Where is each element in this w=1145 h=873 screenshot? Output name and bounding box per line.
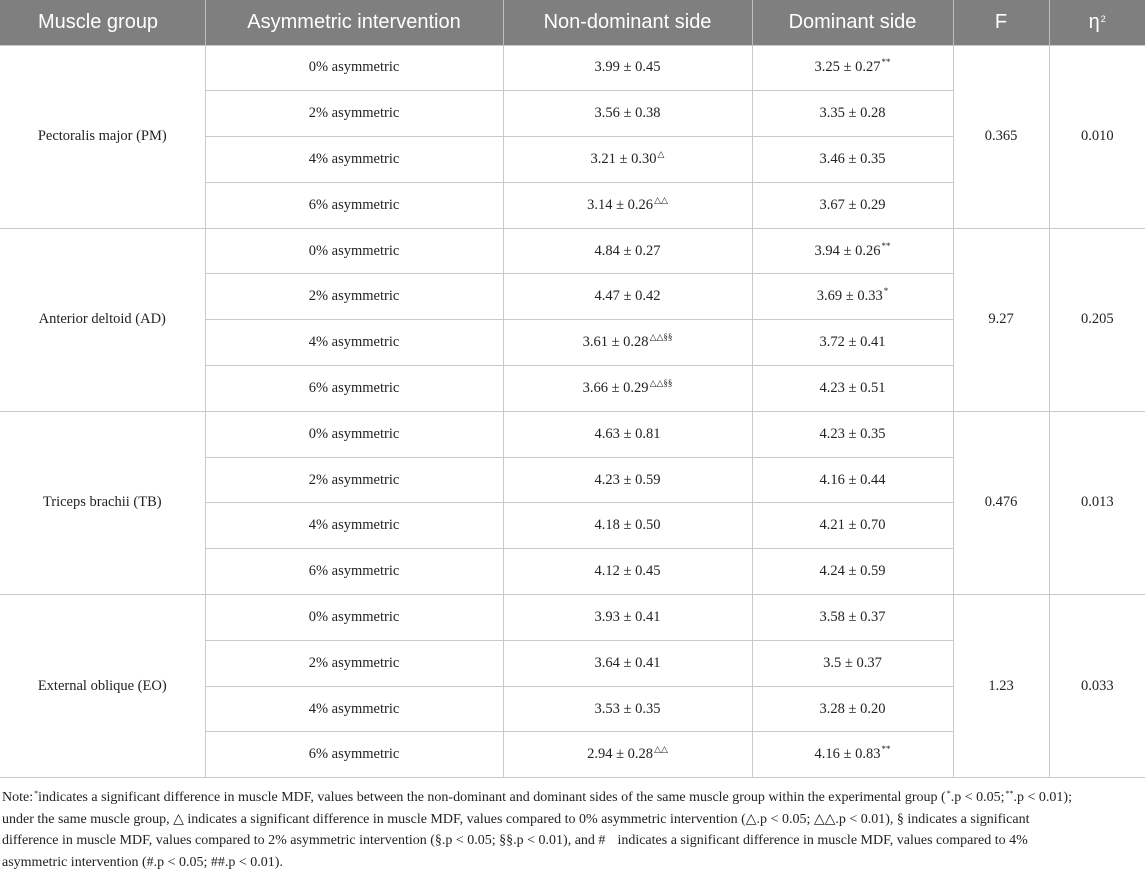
non-dominant-significance: △△ [654,744,668,755]
header-eta-squared [1049,0,1145,45]
non-dominant-cell [503,137,752,183]
non-dominant-value: 4.23 ± 0.59 [594,471,661,488]
muscle-group-cell: Triceps brachii (TB) [0,411,205,594]
eta-symbol: η [1088,10,1100,33]
non-dominant-cell [503,45,752,91]
eta-squared-cell: 0.013 [1049,411,1145,594]
non-dominant-cell [503,228,752,274]
intervention-cell: 6% asymmetric [205,549,503,595]
dominant-value: 3.46 ± 0.35 [819,150,886,167]
dominant-cell [752,182,953,228]
intervention-cell: 4% asymmetric [205,686,503,732]
note-p2-text: .p < 0.01); [1013,790,1072,806]
non-dominant-value: 3.61 ± 0.28 [582,334,649,351]
note-line3: difference in muscle MDF, values compared to 2% asymmetric intervention (§.p < 0.05; §§.p < 0.01), and # [2,833,606,849]
intervention-cell: 2% asymmetric [205,91,503,137]
intervention-cell: 2% asymmetric [205,640,503,686]
dominant-cell [752,503,953,549]
note-line4: asymmetric intervention (#.p < 0.05; ##.p < 0.01). [2,854,283,870]
non-dominant-value: 3.99 ± 0.45 [594,59,661,76]
dominant-value: 4.23 ± 0.51 [819,379,886,396]
non-dominant-value: 4.63 ± 0.81 [594,425,661,442]
note-star: * [34,789,39,799]
non-dominant-significance: △△ [654,194,668,205]
non-dominant-cell [503,503,752,549]
dominant-significance: ** [881,240,891,251]
dominant-cell [752,549,953,595]
non-dominant-cell [503,182,752,228]
non-dominant-value: 3.66 ± 0.29 [582,379,649,396]
note-p1-star: * [946,789,951,799]
header-non-dominant-side: Non-dominant side [503,0,752,45]
non-dominant-cell [503,732,752,778]
eta-squared-cell: 0.205 [1049,228,1145,411]
muscle-group-cell: Pectoralis major (PM) [0,45,205,228]
dominant-value: 3.28 ± 0.20 [819,700,886,717]
intervention-cell: 4% asymmetric [205,503,503,549]
intervention-cell: 0% asymmetric [205,45,503,91]
intervention-cell: 0% asymmetric [205,595,503,641]
intervention-cell: 6% asymmetric [205,182,503,228]
dominant-value: 3.58 ± 0.37 [819,608,886,625]
f-value-cell: 0.365 [953,45,1049,228]
eta-squared-cell: 0.033 [1049,595,1145,778]
non-dominant-value: 4.84 ± 0.27 [594,242,661,259]
dominant-value: 3.67 ± 0.29 [819,196,886,213]
dominant-value: 3.72 ± 0.41 [819,334,886,351]
non-dominant-significance: △△§§ [649,377,673,388]
dominant-cell [752,732,953,778]
non-dominant-significance: △ [657,148,665,159]
note-prefix: Note: [2,790,34,806]
non-dominant-cell [503,411,752,457]
muscle-group-cell: Anterior deltoid (AD) [0,228,205,411]
dominant-cell [752,411,953,457]
intervention-cell: 2% asymmetric [205,274,503,320]
f-value-cell: 9.27 [953,228,1049,411]
note-p2-star: ** [1005,789,1014,799]
table-row [0,45,1145,91]
non-dominant-value: 2.94 ± 0.28 [587,746,654,763]
non-dominant-cell [503,549,752,595]
non-dominant-cell [503,595,752,641]
non-dominant-significance: △△§§ [649,332,673,343]
note-line3b: indicates a significant difference in muscle MDF, values compared to 4% [617,833,1028,849]
non-dominant-value: 4.18 ± 0.50 [594,517,661,534]
dominant-value: 4.23 ± 0.35 [819,425,886,442]
table-footnote [0,778,1145,873]
table-body [0,45,1145,778]
header-muscle-group: Muscle group [0,0,205,45]
dominant-cell [752,640,953,686]
dominant-cell [752,366,953,412]
header-asymmetric-intervention: Asymmetric intervention [205,0,503,45]
non-dominant-value: 4.47 ± 0.42 [594,288,661,305]
dominant-cell [752,686,953,732]
non-dominant-value: 4.12 ± 0.45 [594,563,661,580]
intervention-cell: 4% asymmetric [205,137,503,183]
table-header-row [0,0,1145,45]
note-part1: indicates a significant difference in muscle MDF, values between the non-dominant and dominant sides of the same muscle group within the experimental group ( [38,790,946,806]
intervention-cell: 2% asymmetric [205,457,503,503]
dominant-cell [752,274,953,320]
dominant-cell [752,320,953,366]
dominant-cell [752,91,953,137]
dominant-significance: ** [881,744,891,755]
non-dominant-cell [503,640,752,686]
non-dominant-cell [503,686,752,732]
intervention-cell: 0% asymmetric [205,411,503,457]
dominant-value: 3.94 ± 0.26 [814,242,881,259]
dominant-value: 3.35 ± 0.28 [819,105,886,122]
dominant-value: 3.25 ± 0.27 [814,59,881,76]
non-dominant-value: 3.14 ± 0.26 [587,196,654,213]
dominant-value: 3.69 ± 0.33 [816,288,883,305]
muscle-group-cell: External oblique (EO) [0,595,205,778]
dominant-value: 4.21 ± 0.70 [819,517,886,534]
dominant-cell [752,228,953,274]
non-dominant-cell [503,274,752,320]
header-dominant-side: Dominant side [752,0,953,45]
non-dominant-value: 3.53 ± 0.35 [594,700,661,717]
table-row [0,228,1145,274]
non-dominant-value: 3.56 ± 0.38 [594,105,661,122]
f-value-cell: 0.476 [953,411,1049,594]
note-line2: under the same muscle group, △ indicates a significant difference in muscle MDF, values compared to 0% asymmetric intervention (△.p < 0.05; △△.p < 0.01), § indicates a significant [2,811,1030,827]
eta-squared-cell: 0.010 [1049,45,1145,228]
non-dominant-cell [503,320,752,366]
non-dominant-value: 3.21 ± 0.30 [590,150,657,167]
eta-exponent: 2 [1100,13,1106,24]
f-value-cell: 1.23 [953,595,1049,778]
intervention-cell: 6% asymmetric [205,366,503,412]
intervention-cell: 4% asymmetric [205,320,503,366]
dominant-value: 4.16 ± 0.44 [819,471,886,488]
note-p1-text: .p < 0.05; [950,790,1005,806]
dominant-significance: * [883,286,889,297]
dominant-value: 4.24 ± 0.59 [819,563,886,580]
dominant-significance: ** [881,57,891,68]
dominant-value: 4.16 ± 0.83 [814,746,881,763]
dominant-cell [752,45,953,91]
non-dominant-cell [503,366,752,412]
dominant-cell [752,137,953,183]
dominant-value: 3.5 ± 0.37 [823,654,882,671]
intervention-cell: 6% asymmetric [205,732,503,778]
header-f: F [953,0,1049,45]
intervention-cell: 0% asymmetric [205,228,503,274]
non-dominant-cell [503,91,752,137]
table-row [0,595,1145,641]
dominant-cell [752,595,953,641]
table-row [0,411,1145,457]
non-dominant-cell [503,457,752,503]
non-dominant-value: 3.64 ± 0.41 [594,654,661,671]
non-dominant-value: 3.93 ± 0.41 [594,608,661,625]
dominant-cell [752,457,953,503]
